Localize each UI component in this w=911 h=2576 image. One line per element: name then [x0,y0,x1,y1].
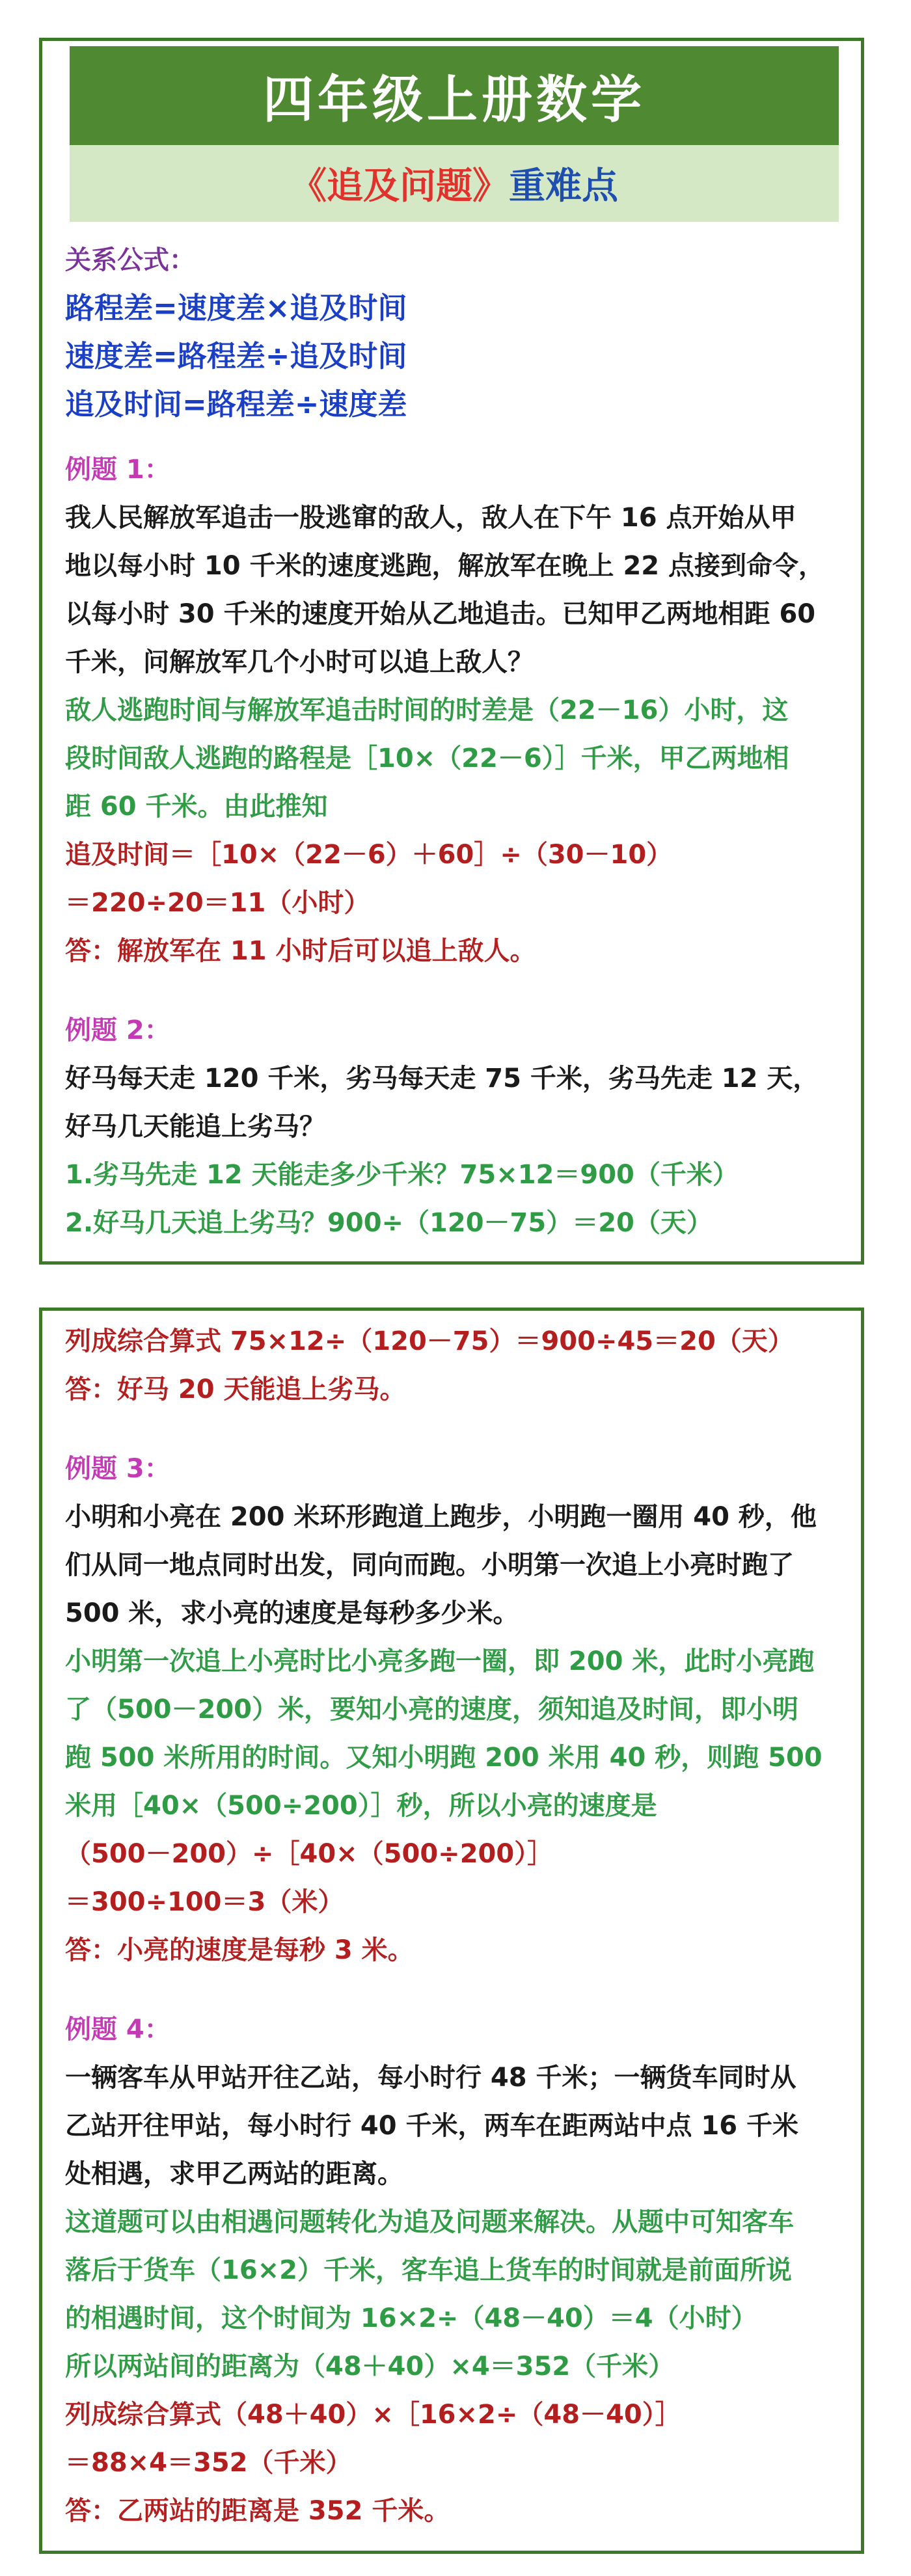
example-label: 例题 3： [65,1454,170,1484]
formula-line: 追及时间=路程差÷速度差 [65,387,407,422]
example-label: 例题 4： [65,2015,170,2045]
answer-line: 答：乙两站的距离是 352 千米。 [65,2496,450,2526]
analysis-line: 敌人逃跑时间与解放军追击时间的时差是（22－16）小时，这 [65,695,789,725]
analysis-line: 跑 500 米所用的时间。又知小明跑 200 米用 40 秒，则跑 500 [65,1743,823,1773]
problem-line: 处相遇，求甲乙两站的距离。 [65,2159,403,2189]
problem-line: 我人民解放军追击一股逃窜的敌人，敌人在下午 16 点开始从甲 [65,503,796,533]
analysis-line: 距 60 千米。由此推知 [65,792,328,822]
analysis-line: 了（500－200）米，要知小亮的速度，须知追及时间，即小明 [65,1695,798,1724]
analysis-line: 所以两站间的距离为（48＋40）×4＝352（千米） [65,2352,675,2381]
example-label: 例题 2： [65,1015,170,1045]
problem-line: 以每小时 30 千米的速度开始从乙地追击。已知甲乙两地相距 60 [65,599,816,629]
solution-line: ＝300÷100＝3（米） [65,1887,344,1917]
card-bottom-content [65,1317,838,2535]
solution-line: ＝88×4＝352（千米） [65,2448,352,2478]
subtitle-focus: 重难点 [509,165,618,208]
analysis-line: 小明第一次追上小亮时比小亮多跑一圈，即 200 米，此时小亮跑 [65,1646,815,1676]
card-bottom [39,1308,864,2554]
page-title: 四年级上册数学 [262,70,646,129]
solution-line: 追及时间＝［10×（22－6）＋60］÷（30－10） [65,840,673,870]
problem-line: 乙站开往甲站，每小时行 40 千米，两车在距两站中点 16 千米 [65,2111,799,2141]
analysis-line: 米用［40×（500÷200）］秒，所以小亮的速度是 [65,1791,657,1821]
answer-line: 答：小亮的速度是每秒 3 米。 [65,1935,414,1965]
problem-line: 500 米，求小亮的速度是每秒多少米。 [65,1598,519,1628]
solution-line: 列成综合算式 75×12÷（120－75）＝900÷45＝20（天） [65,1326,794,1356]
card-top-content [65,236,838,1247]
example-label: 例题 1： [65,455,170,485]
formula-line: 速度差=路程差÷追及时间 [65,339,407,373]
card-top [39,38,864,1265]
formula-heading: 关系公式： [65,245,195,275]
solution-line: 列成综合算式（48＋40）×［16×2÷（48－40）］ [65,2400,681,2430]
formula-line: 路程差=速度差×追及时间 [65,291,407,325]
solution-line: （500－200）÷［40×（500÷200）］ [65,1839,554,1869]
problem-line: 一辆客车从甲站开往乙站，每小时行 48 千米；一辆货车同时从 [65,2063,796,2093]
subtitle-banner [70,145,839,222]
title-banner [70,46,839,145]
answer-line: 答：解放军在 11 小时后可以追上敌人。 [65,936,536,966]
analysis-line: 落后于货车（16×2）千米，客车追上货车的时间就是前面所说 [65,2255,793,2285]
analysis-line: 这道题可以由相遇问题转化为追及问题来解决。从题中可知客车 [65,2207,794,2237]
analysis-line: 的相遇时间，这个时间为 16×2÷（48－40）＝4（小时） [65,2303,757,2333]
problem-line: 千米，问解放军几个小时可以追上敌人？ [65,647,534,677]
problem-line: 好马几天能追上劣马？ [65,1112,325,1142]
subtitle-topic: 《追及问题》 [290,165,509,208]
problem-line: 小明和小亮在 200 米环形跑道上跑步，小明跑一圈用 40 秒，他 [65,1502,817,1532]
problem-line: 们从同一地点同时出发，同向而跑。小明第一次追上小亮时跑了 [65,1550,794,1580]
step-line: 1.劣马先走 12 天能走多少千米？75×12＝900（千米） [65,1160,739,1190]
analysis-line: 段时间敌人逃跑的路程是［10×（22－6）］千米，甲乙两地相 [65,744,789,773]
answer-line: 答：好马 20 天能追上劣马。 [65,1375,406,1404]
problem-line: 地以每小时 10 千米的速度逃跑，解放军在晚上 22 点接到命令， [65,551,825,581]
solution-line: ＝220÷20＝11（小时） [65,888,370,918]
problem-line: 好马每天走 120 千米，劣马每天走 75 千米，劣马先走 12 天， [65,1064,819,1093]
step-line: 2.好马几天追上劣马？900÷（120－75）＝20（天） [65,1208,713,1238]
